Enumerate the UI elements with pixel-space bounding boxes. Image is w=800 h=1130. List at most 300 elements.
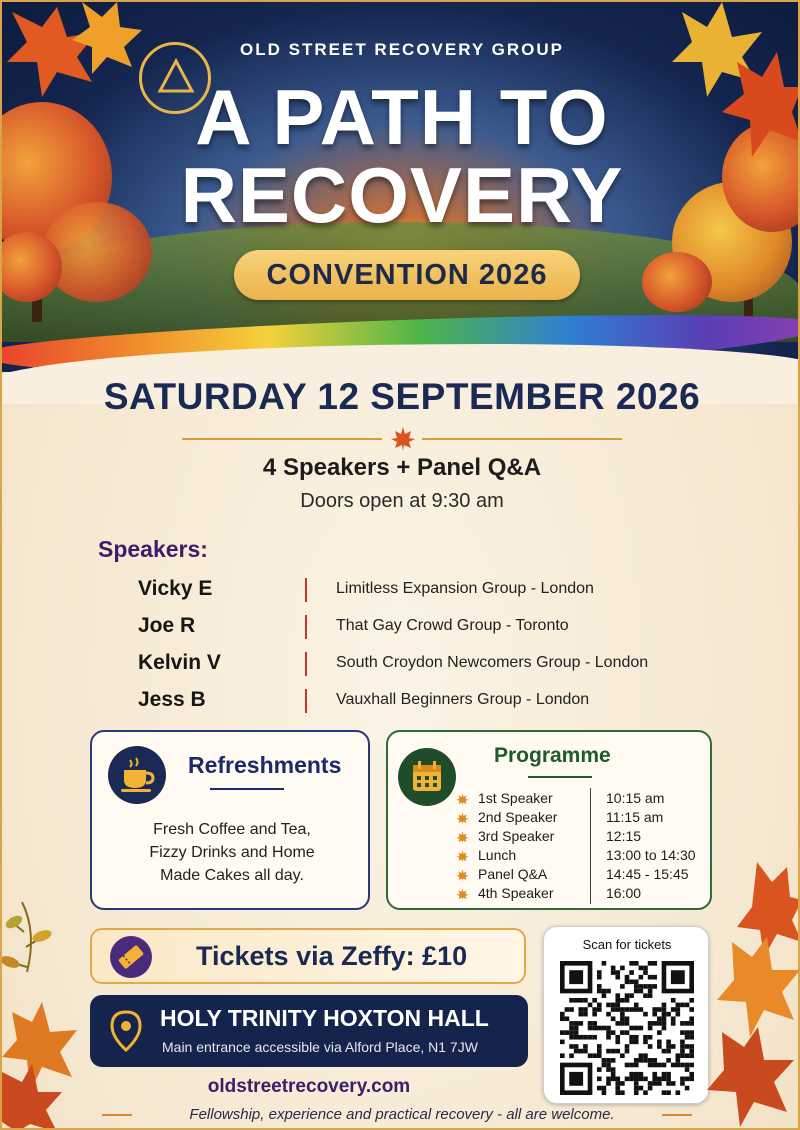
speaker-name: Joe R [138, 614, 196, 637]
qr-module [597, 1003, 602, 1008]
qr-module [615, 1007, 620, 1012]
qr-module [578, 1049, 583, 1054]
qr-module [583, 1049, 588, 1054]
qr-module [611, 970, 616, 975]
qr-module [578, 1007, 583, 1012]
qr-module [583, 1044, 588, 1049]
qr-module [620, 966, 625, 971]
qr-module [639, 984, 644, 989]
qr-module [569, 1030, 574, 1035]
qr-module [602, 961, 607, 966]
qr-module [643, 993, 648, 998]
qr-module [652, 1081, 657, 1086]
footer-arrow-right [662, 1114, 692, 1116]
qr-module [602, 1058, 607, 1063]
qr-module [643, 1077, 648, 1082]
programme-box [386, 730, 712, 910]
qr-module [671, 1063, 676, 1068]
qr-module [676, 1053, 681, 1058]
qr-module [592, 1035, 597, 1040]
qr-module [611, 966, 616, 971]
qr-module [629, 1007, 634, 1012]
qr-module [625, 998, 630, 1003]
qr-module [666, 1077, 671, 1082]
qr-module [625, 979, 630, 984]
divider-line [422, 438, 622, 440]
qr-module [662, 1090, 667, 1095]
qr-module [643, 1090, 648, 1095]
qr-module [680, 1044, 685, 1049]
qr-module [592, 1007, 597, 1012]
qr-module [676, 1063, 681, 1068]
qr-module [652, 1021, 657, 1026]
speaker-separator [305, 615, 307, 639]
refreshments-line: Fresh Coffee and Tea, [153, 821, 311, 838]
qr-module [597, 1049, 602, 1054]
speaker-row [138, 651, 698, 679]
qr-module [611, 1058, 616, 1063]
qr-module [643, 1012, 648, 1017]
qr-module [685, 1003, 690, 1008]
qr-module [662, 1021, 667, 1026]
qr-module [620, 1030, 625, 1035]
qr-module [620, 998, 625, 1003]
tickets-banner[interactable] [90, 928, 526, 984]
qr-module [606, 1003, 611, 1008]
qr-module [648, 984, 653, 989]
qr-module [606, 989, 611, 994]
programme-label: 3rd Speaker [478, 828, 555, 844]
qr-module [611, 1007, 616, 1012]
qr-module [602, 989, 607, 994]
qr-module [629, 1077, 634, 1082]
programme-time: 16:00 [606, 885, 642, 901]
programme-label: 1st Speaker [478, 790, 553, 806]
qr-module [597, 984, 602, 989]
qr-module [574, 998, 579, 1003]
qr-module [615, 975, 620, 980]
qr-module [583, 1035, 588, 1040]
qr-module [639, 1007, 644, 1012]
qr-module [671, 1016, 676, 1021]
qr-module [648, 961, 653, 966]
speaker-group: South Croydon Newcomers Group - London [336, 654, 649, 671]
qr-module [611, 1067, 616, 1072]
qr-module [625, 1049, 630, 1054]
website-link[interactable]: oldstreetrecovery.com [207, 1076, 411, 1097]
qr-module [597, 1077, 602, 1082]
qr-module [625, 1021, 630, 1026]
qr-module [588, 1035, 593, 1040]
qr-module [606, 1049, 611, 1054]
qr-module [657, 1063, 662, 1068]
qr-module [583, 1012, 588, 1017]
qr-module [639, 1077, 644, 1082]
qr-module [606, 1030, 611, 1035]
qr-module [657, 1016, 662, 1021]
qr-module [597, 970, 602, 975]
venue-banner [90, 995, 528, 1067]
qr-module [676, 1012, 681, 1017]
qr-module [662, 1003, 667, 1008]
qr-module [597, 1067, 602, 1072]
speaker-name: Vicky E [138, 577, 213, 600]
qr-module [602, 1026, 607, 1031]
qr-module [648, 1063, 653, 1068]
speaker-separator [305, 689, 307, 713]
qr-module [643, 970, 648, 975]
qr-module [671, 970, 685, 984]
qr-module [634, 1026, 639, 1031]
qr-module [657, 1044, 662, 1049]
speaker-separator [305, 578, 307, 602]
programme-time: 14:45 - 15:45 [606, 866, 689, 882]
qr-module [615, 970, 620, 975]
qr-module [689, 998, 694, 1003]
qr-module [592, 1026, 597, 1031]
speakers-heading: Speakers: [98, 536, 208, 562]
speaker-name: Kelvin V [138, 651, 221, 674]
qr-module [652, 1007, 657, 1012]
qr-module [560, 1040, 565, 1045]
qr-module [648, 989, 653, 994]
qr-module [639, 1086, 644, 1091]
event-format: 4 Speakers + Panel Q&A [262, 454, 542, 481]
maple-leaf-icon [456, 850, 469, 863]
programme-label: 2nd Speaker [478, 809, 558, 825]
qr-module [597, 1053, 602, 1058]
qr-module [620, 1081, 625, 1086]
programme-row [456, 828, 706, 847]
venue-address: Main entrance accessible via Alford Place, N1 7JW [162, 1039, 478, 1055]
qr-module [634, 1007, 639, 1012]
qr-module [648, 1086, 653, 1091]
doors-open-time: Doors open at 9:30 am [300, 490, 504, 512]
qr-module [569, 1026, 574, 1031]
qr-module [588, 1053, 593, 1058]
qr-module [657, 1040, 662, 1045]
qr-module [625, 993, 630, 998]
qr-module [662, 1007, 667, 1012]
qr-module [652, 975, 657, 980]
qr-module [615, 1021, 620, 1026]
qr-module [676, 1007, 681, 1012]
qr-module [629, 1026, 634, 1031]
title-underline [528, 776, 592, 778]
qr-module [620, 1012, 625, 1017]
qr-module [666, 1072, 671, 1077]
footer-tagline: Fellowship, experience and practical recovery - all are welcome. [189, 1106, 615, 1123]
qr-module [648, 1044, 653, 1049]
speaker-group: Limitless Expansion Group - London [336, 580, 594, 597]
qr-module [629, 979, 634, 984]
qr-module [689, 1016, 694, 1021]
qr-module [615, 1003, 620, 1008]
maple-leaf-icon [456, 869, 469, 882]
qr-module [634, 961, 639, 966]
qr-module [657, 1007, 662, 1012]
qr-module [569, 1035, 574, 1040]
qr-module [588, 1026, 593, 1031]
qr-module [634, 984, 639, 989]
qr-module [574, 1030, 579, 1035]
qr-module [689, 1007, 694, 1012]
qr-module [671, 1044, 676, 1049]
qr-module [666, 1058, 671, 1063]
qr-module [662, 1012, 667, 1017]
qr-module [625, 1016, 630, 1021]
qr-module [666, 1090, 671, 1095]
qr-module [676, 1058, 681, 1063]
qr-module [685, 1030, 690, 1035]
autumn-tree [642, 252, 712, 312]
qr-module [611, 1030, 616, 1035]
qr-module [639, 1072, 644, 1077]
qr-module [666, 1044, 671, 1049]
qr-module [634, 1035, 639, 1040]
programme-label: Lunch [478, 847, 517, 863]
qr-module [666, 1012, 671, 1017]
qr-module [574, 1021, 579, 1026]
qr-module [615, 1035, 620, 1040]
venue-name: HOLY TRINITY HOXTON HALL [160, 1005, 489, 1031]
qr-module [680, 1053, 685, 1058]
qr-module [583, 1007, 588, 1012]
qr-module [597, 975, 602, 980]
speaker-group: That Gay Crowd Group - Toronto [336, 617, 569, 634]
qr-module [662, 1049, 667, 1054]
qr-module [611, 1077, 616, 1082]
event-title [2, 73, 800, 239]
qr-module [569, 1007, 574, 1012]
qr-module [615, 1081, 620, 1086]
qr-module [680, 1030, 685, 1035]
qr-module [620, 1007, 625, 1012]
event-title-line-2: RECOVERY [180, 151, 624, 239]
programme-title: Programme [494, 744, 611, 767]
refreshments-title: Refreshments [188, 752, 342, 778]
qr-module [643, 1053, 648, 1058]
qr-module [620, 1053, 625, 1058]
qr-module [592, 1021, 597, 1026]
qr-module [657, 1030, 662, 1035]
qr-module [680, 1040, 685, 1045]
qr-module [662, 1016, 667, 1021]
qr-module [611, 1003, 616, 1008]
title-underline [210, 788, 284, 790]
qr-module [652, 1077, 657, 1082]
event-date: SATURDAY 12 SEPTEMBER 2026 [103, 376, 701, 417]
qr-module [689, 1044, 694, 1049]
qr-module [606, 1012, 611, 1017]
qr-module [625, 1030, 630, 1035]
maple-leaf-icon [456, 812, 469, 825]
qr-module [639, 1053, 644, 1058]
qr-module [597, 1086, 602, 1091]
qr-module [634, 1003, 639, 1008]
qr-module [625, 1007, 630, 1012]
speaker-separator [305, 652, 307, 676]
programme-time: 12:15 [606, 828, 642, 844]
location-pin-icon [106, 1009, 146, 1053]
qr-module [620, 1016, 625, 1021]
qr-module [685, 1086, 690, 1091]
qr-module [643, 984, 648, 989]
qr-module [671, 1081, 676, 1086]
programme-row [456, 790, 706, 809]
event-title-line-1: A PATH TO [195, 73, 609, 161]
organization-name: OLD STREET RECOVERY GROUP [240, 40, 564, 59]
qr-module [569, 1021, 574, 1026]
qr-module [662, 1077, 667, 1082]
qr-module [560, 1016, 565, 1021]
qr-module [689, 1077, 694, 1082]
qr-module [629, 1072, 634, 1077]
qr-module [666, 1049, 671, 1054]
qr-module [685, 1053, 690, 1058]
qr-module [629, 970, 634, 975]
qr-module [560, 1053, 565, 1058]
qr-module [657, 1021, 662, 1026]
qr-module [588, 1021, 593, 1026]
qr-module [569, 1044, 574, 1049]
qr-module [685, 1035, 690, 1040]
qr-module [625, 1044, 630, 1049]
divider-line [182, 438, 382, 440]
qr-module [592, 1053, 597, 1058]
qr-module [685, 1044, 690, 1049]
qr-module [689, 1049, 694, 1054]
qr-module [666, 1081, 671, 1086]
qr-module [615, 1040, 620, 1045]
qr-module [574, 1049, 579, 1054]
qr-module [652, 1063, 657, 1068]
qr-module [615, 1077, 620, 1082]
qr-module [602, 1086, 607, 1091]
qr-module [652, 984, 657, 989]
qr-module [578, 1012, 583, 1017]
qr-module [634, 1077, 639, 1082]
qr-module [629, 1035, 634, 1040]
qr-module [629, 1040, 634, 1045]
qr-module [615, 993, 620, 998]
qr-module [606, 1081, 611, 1086]
qr-module [634, 1081, 639, 1086]
qr-module [689, 1035, 694, 1040]
qr-module [620, 1021, 625, 1026]
qr-module [643, 966, 648, 971]
qr-module [611, 1016, 616, 1021]
qr-module [648, 1081, 653, 1086]
qr-module [565, 1016, 570, 1021]
qr-module [652, 1012, 657, 1017]
qr-module [676, 1003, 681, 1008]
speaker-name: Jess B [138, 688, 206, 711]
qr-module [597, 1044, 602, 1049]
programme-time: 11:15 am [606, 809, 664, 825]
qr-module [602, 993, 607, 998]
qr-module [648, 1026, 653, 1031]
speaker-row [138, 688, 698, 716]
programme-label: 4th Speaker [478, 885, 554, 901]
qr-module [680, 1077, 685, 1082]
convention-badge: CONVENTION 2026 [234, 250, 580, 300]
programme-time: 10:15 am [606, 790, 665, 806]
qr-module [685, 1021, 690, 1026]
qr-module [578, 1035, 583, 1040]
qr-module [689, 1030, 694, 1035]
qr-module [574, 1035, 579, 1040]
qr-label: Scan for tickets [582, 937, 672, 952]
qr-module [602, 1090, 607, 1095]
qr-module [639, 1058, 644, 1063]
qr-module [620, 984, 625, 989]
qr-module [574, 1026, 579, 1031]
maple-leaves-bottom-left [2, 892, 92, 1130]
speaker-row [138, 577, 698, 605]
qr-module [648, 993, 653, 998]
refreshments-line: Made Cakes all day. [160, 867, 304, 884]
qr-module [639, 966, 644, 971]
qr-code-panel[interactable] [543, 926, 709, 1104]
qr-module [634, 979, 639, 984]
qr-module [680, 1081, 685, 1086]
qr-module [588, 1003, 593, 1008]
qr-module [671, 1007, 676, 1012]
qr-module [648, 1058, 653, 1063]
qr-module [671, 1021, 676, 1026]
qr-module [578, 998, 583, 1003]
qr-module [611, 1049, 616, 1054]
qr-module [652, 1058, 657, 1063]
coffee-cup-icon [108, 746, 166, 804]
qr-module [629, 961, 634, 966]
qr-module [574, 1044, 579, 1049]
qr-module [634, 989, 639, 994]
maple-leaf-icon [390, 426, 416, 452]
qr-module [676, 1090, 681, 1095]
qr-module [652, 1072, 657, 1077]
qr-module [606, 1035, 611, 1040]
qr-module [592, 1012, 597, 1017]
qr-module [615, 1049, 620, 1054]
qr-module [652, 961, 657, 966]
qr-module [685, 1077, 690, 1082]
qr-module [606, 1067, 611, 1072]
qr-code[interactable] [560, 961, 694, 1095]
qr-module [606, 1077, 611, 1082]
qr-module [662, 1063, 667, 1068]
qr-module [680, 1049, 685, 1054]
qr-module [689, 1063, 694, 1068]
qr-module [569, 970, 583, 984]
qr-module [625, 1077, 630, 1082]
qr-module [606, 1063, 611, 1068]
qr-module [597, 1007, 602, 1012]
qr-module [685, 1067, 690, 1072]
qr-module [597, 989, 602, 994]
qr-module [569, 998, 574, 1003]
qr-module [625, 1063, 630, 1068]
maple-leaves-bottom-right [702, 852, 800, 1130]
qr-module [629, 1063, 634, 1068]
qr-module [615, 1086, 620, 1091]
qr-module [689, 1072, 694, 1077]
qr-module [662, 1026, 667, 1031]
qr-module [680, 1021, 685, 1026]
qr-module [639, 1026, 644, 1031]
qr-module [657, 1077, 662, 1082]
